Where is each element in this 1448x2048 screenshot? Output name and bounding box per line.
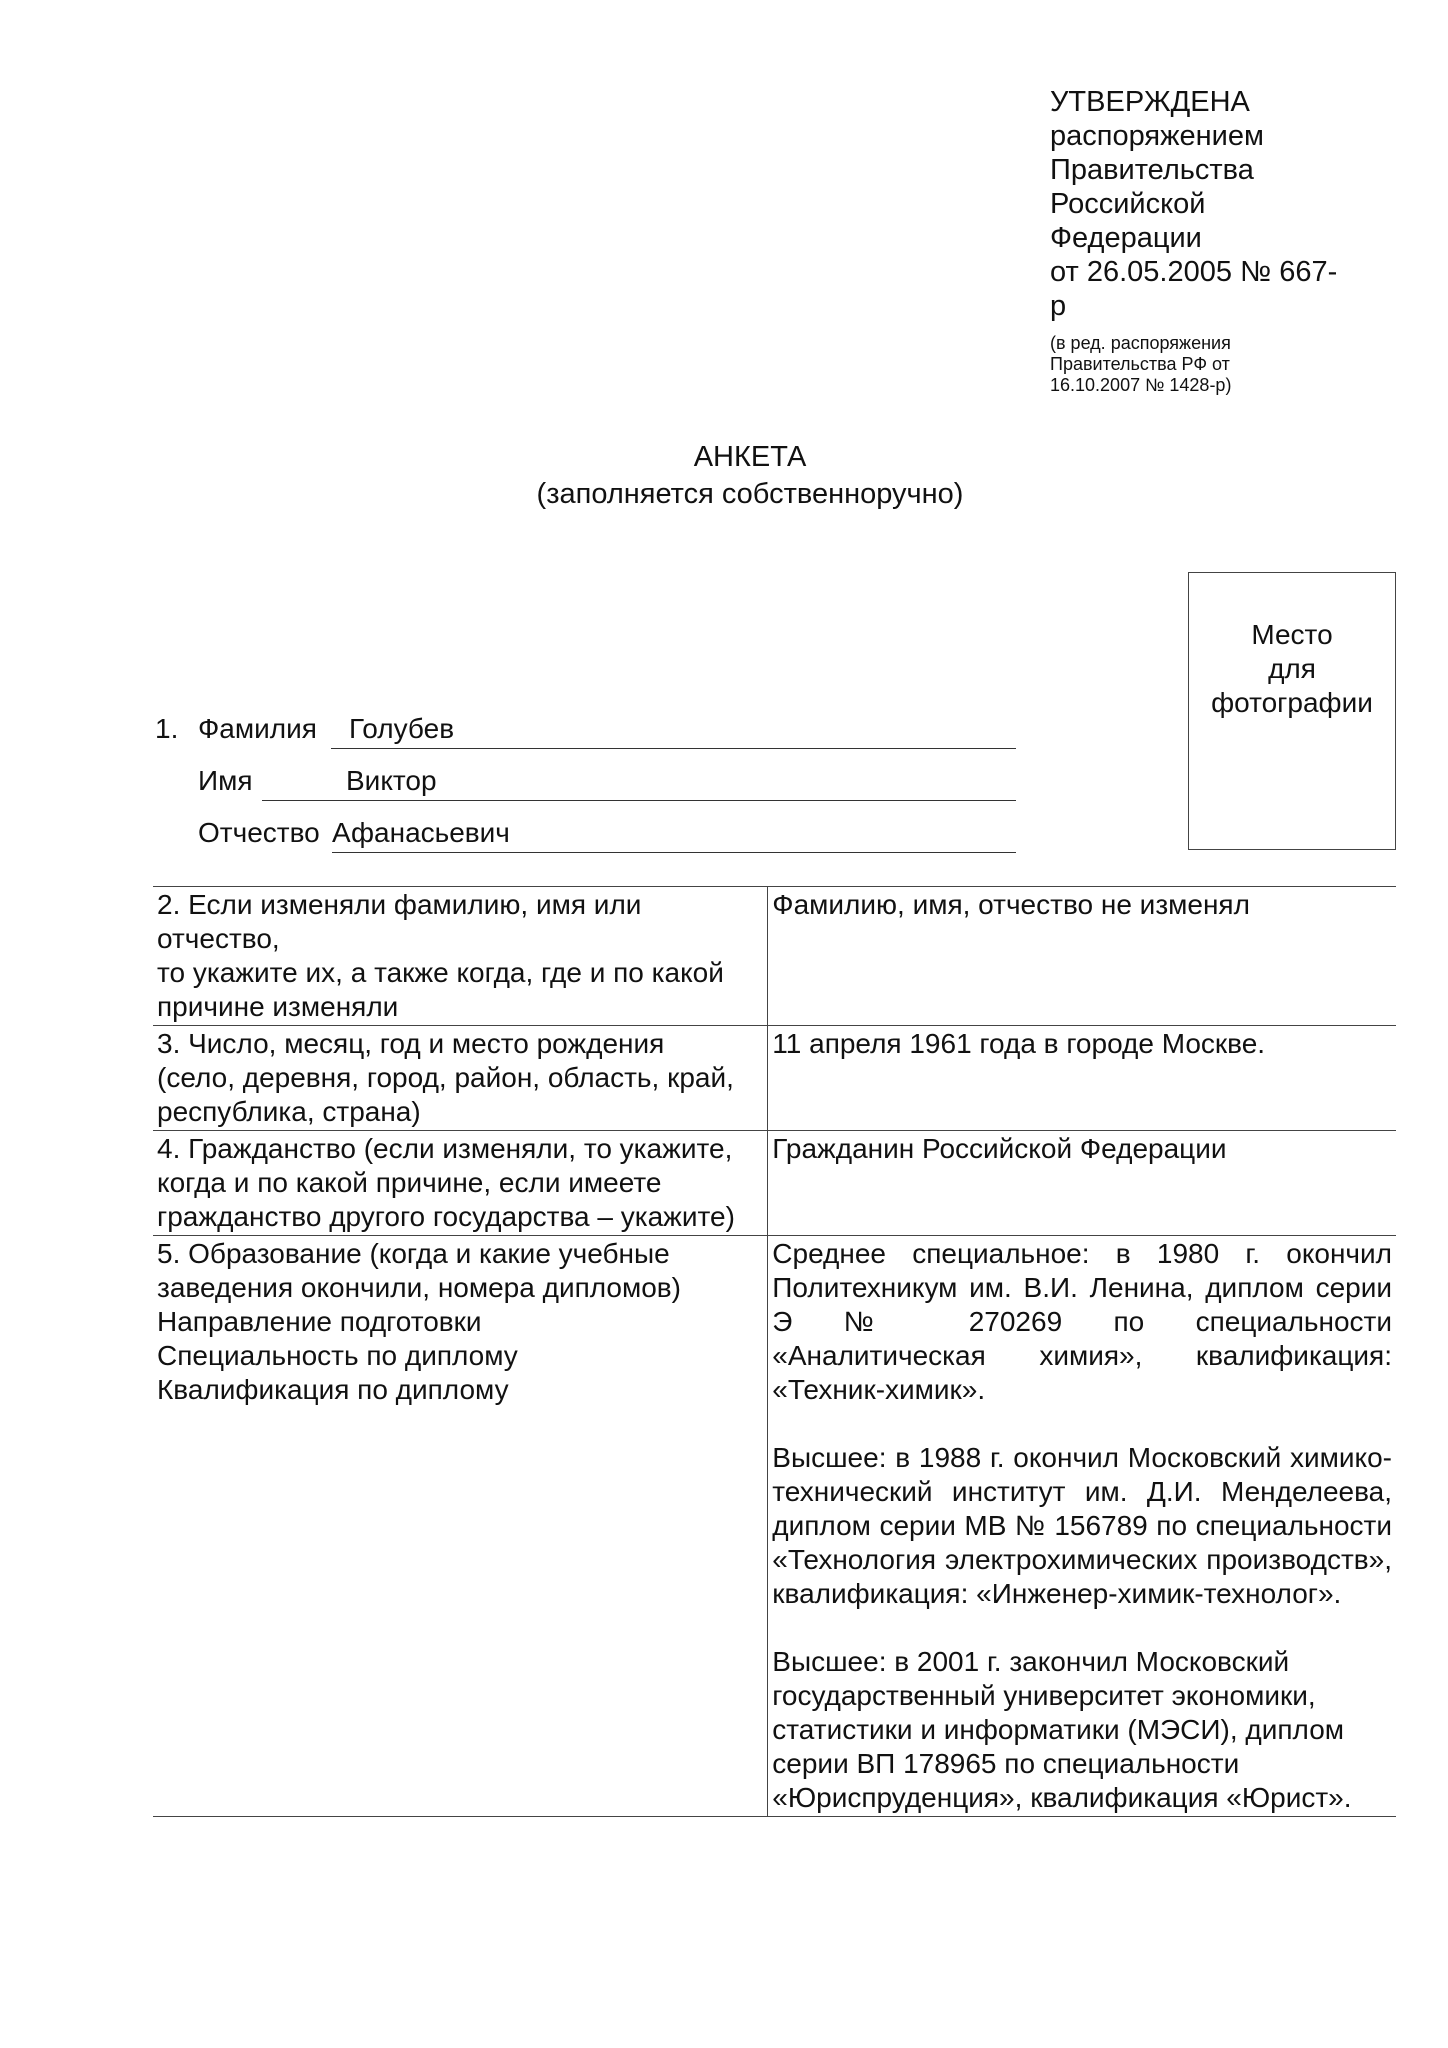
question-line: 5. Образование (когда и какие учебные xyxy=(157,1238,670,1269)
approval-line: Российской xyxy=(1050,188,1206,220)
question-line: 4. Гражданство (если изменяли, то укажите, xyxy=(157,1133,733,1164)
amendment-line: (в ред. распоряжения xyxy=(1050,333,1231,353)
photo-label-line: для xyxy=(1268,653,1316,684)
question-line: Специальность по диплому xyxy=(157,1340,518,1371)
question-cell xyxy=(153,887,768,1026)
amendment-line: Правительства РФ от xyxy=(1050,354,1230,374)
amendment-line: 16.10.2007 № 1428-р) xyxy=(1050,375,1232,395)
answer-text: Гражданин Российской Федерации xyxy=(772,1133,1227,1164)
answer-cell xyxy=(768,1236,1396,1817)
answer-paragraph: Среднее специальное: в 1980 г. окончил Политехникум им. В.И. Ленина, диплом серии Э № 270269 по специальности «Аналитическая химия», квалификация: «Техник-химик». xyxy=(772,1238,1392,1405)
answer-paragraph: Высшее: в 2001 г. закончил Московский государственный университет экономики, статистики и информатики (МЭСИ), диплом серии ВП 178965 по специальности «Юриспруденция», квалификация «Юрист». xyxy=(772,1646,1352,1813)
approval-line: Федерации xyxy=(1050,222,1202,254)
question-line: республика, страна) xyxy=(157,1096,421,1127)
approval-line: распоряжением xyxy=(1050,120,1264,152)
question-line: 3. Число, месяц, год и место рождения xyxy=(157,1028,665,1059)
approval-line: р xyxy=(1050,290,1067,322)
answer-text: 11 апреля 1961 года в городе Москве. xyxy=(772,1028,1266,1059)
answer-cell xyxy=(768,1026,1396,1131)
table-row xyxy=(153,1026,1396,1131)
question-line: когда и по какой причине, если имеете xyxy=(157,1167,662,1198)
question-line: отчество, xyxy=(157,923,280,954)
name-label: Имя xyxy=(198,765,253,796)
question-line: причине изменяли xyxy=(157,991,399,1022)
surname-label: Фамилия xyxy=(198,713,317,744)
question-cell xyxy=(153,1131,768,1236)
photo-label-line: Место xyxy=(1251,619,1333,650)
approval-line: Правительства xyxy=(1050,154,1254,186)
table-row xyxy=(153,1236,1396,1817)
approval-line: УТВЕРЖДЕНА xyxy=(1050,86,1250,118)
form-title: АНКЕТА xyxy=(693,441,807,473)
answer-text: Фамилию, имя, отчество не изменял xyxy=(772,889,1250,920)
amendment-note xyxy=(1050,333,1370,396)
question-line: заведения окончили, номера дипломов) xyxy=(157,1272,681,1303)
question-cell xyxy=(153,1026,768,1131)
name-field[interactable]: Виктор xyxy=(262,765,1016,801)
approval-block xyxy=(1050,85,1370,395)
questionnaire-table xyxy=(153,886,1396,1817)
question-line: Направление подготовки xyxy=(157,1306,482,1337)
question-line: Квалификация по диплому xyxy=(157,1374,509,1405)
question-line: (село, деревня, город, район, область, край, xyxy=(157,1062,734,1093)
form-subtitle: (заполняется собственноручно) xyxy=(536,478,964,510)
item-number: 1. xyxy=(155,713,179,744)
approval-line: от 26.05.2005 № 667- xyxy=(1050,256,1338,288)
table-row xyxy=(153,887,1396,1026)
photo-placeholder xyxy=(1188,572,1396,850)
question-line: то укажите их, а также когда, где и по какой xyxy=(157,957,724,988)
patronymic-label: Отчество xyxy=(198,817,320,848)
patronymic-field[interactable]: Афанасьевич xyxy=(332,817,1016,853)
paragraph-gap xyxy=(772,1407,1392,1441)
question-cell xyxy=(153,1236,768,1817)
photo-label-line: фотографии xyxy=(1211,687,1373,718)
question-line: 2. Если изменяли фамилию, имя или xyxy=(157,889,642,920)
table-row xyxy=(153,1131,1396,1236)
paragraph-gap xyxy=(772,1611,1392,1645)
question-line: гражданство другого государства – укажите) xyxy=(157,1201,735,1232)
answer-cell xyxy=(768,1131,1396,1236)
surname-field[interactable]: Голубев xyxy=(331,713,1016,749)
answer-cell xyxy=(768,887,1396,1026)
answer-paragraph: Высшее: в 1988 г. окончил Московский химико-технический институт им. Д.И. Менделеева, диплом серии МВ № 156789 по специальности «Технология электрохимических производств», квалификация: «Инженер-химик-технолог». xyxy=(772,1442,1392,1609)
